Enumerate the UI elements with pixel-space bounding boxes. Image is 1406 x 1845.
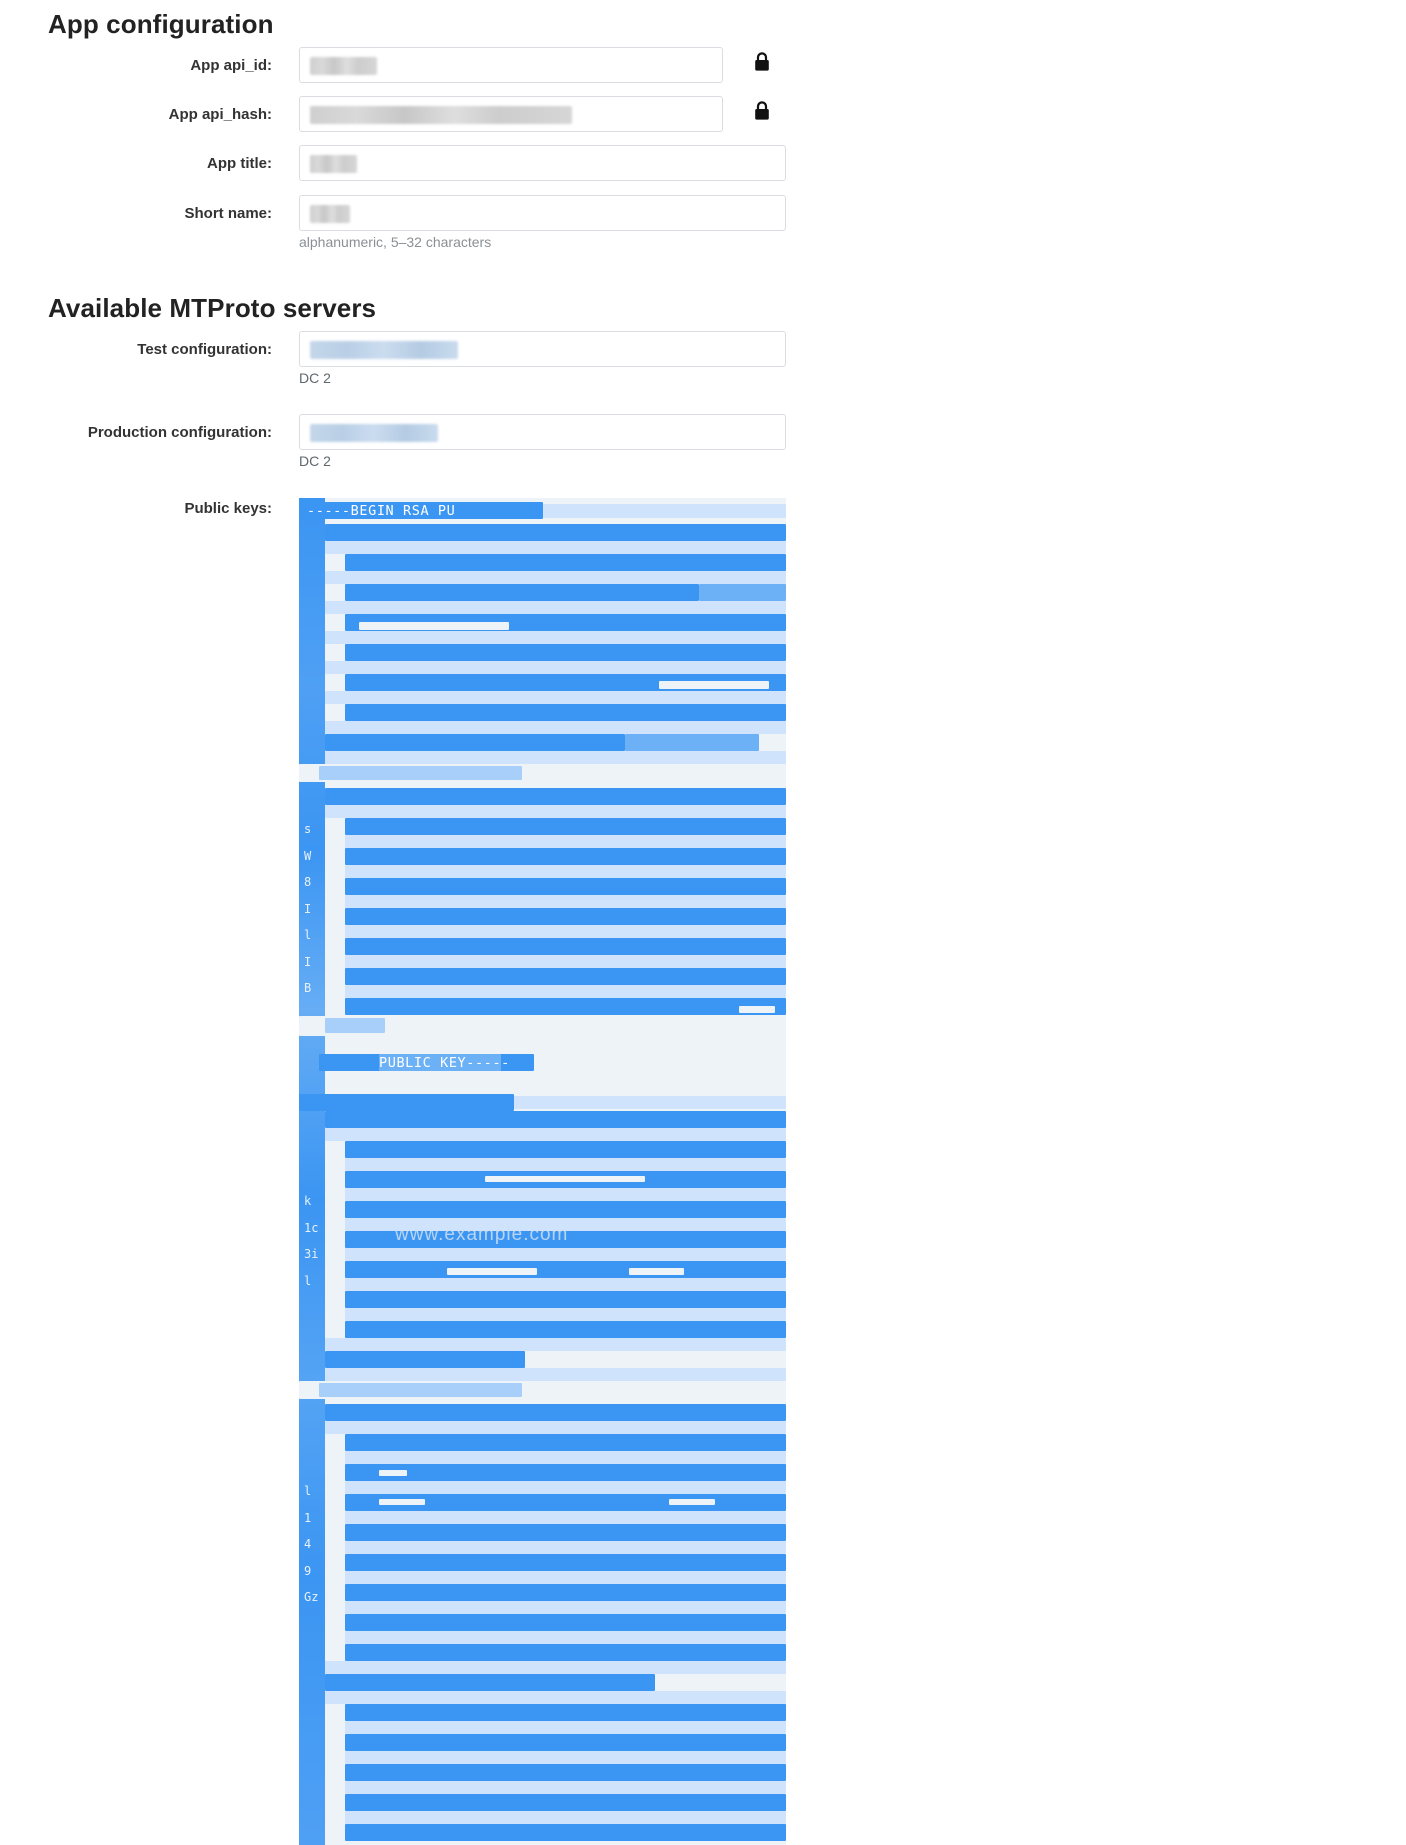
public-keys-line [325, 1018, 385, 1033]
public-keys-line [345, 1734, 786, 1751]
public-keys-line [345, 584, 699, 601]
public-keys-line [345, 848, 786, 865]
public-keys-line [345, 1524, 786, 1541]
public-keys-begin-marker: -----BEGIN RSA PU [307, 503, 456, 519]
public-keys-line [739, 1006, 775, 1013]
public-keys-line [669, 1499, 715, 1505]
public-keys-line [345, 1481, 786, 1494]
public-keys-line [345, 1824, 786, 1841]
public-keys-line [345, 1751, 786, 1764]
public-keys-line [325, 1691, 786, 1704]
public-keys-line [345, 1781, 786, 1794]
public-keys-line [325, 601, 786, 614]
public-keys-line [345, 1141, 786, 1158]
public-keys-line [699, 584, 786, 601]
public-keys-line [345, 865, 786, 878]
redacted-value-app-api-id [310, 57, 377, 75]
page-title-app-configuration: App configuration [48, 9, 274, 39]
public-keys-line [325, 631, 786, 644]
public-keys-line [325, 524, 786, 541]
public-keys-line [325, 751, 786, 764]
public-keys-line [345, 1308, 786, 1321]
public-keys-line [345, 908, 786, 925]
label-app-api-id: App api_id: [190, 57, 272, 74]
public-keys-char-column-3: l 1 4 9 Gz [304, 1484, 319, 1604]
public-keys-line [345, 878, 786, 895]
public-keys-line [325, 541, 786, 554]
public-keys-line [345, 704, 786, 721]
redacted-value-production-configuration [310, 424, 438, 442]
public-keys-line [325, 734, 625, 751]
public-keys-line [543, 504, 786, 518]
public-keys-end-marker: PUBLIC KEY----- [379, 1055, 510, 1071]
field-row-app-api-hash [0, 96, 723, 132]
public-keys-line [659, 681, 769, 689]
public-keys-line [345, 1291, 786, 1308]
public-keys-line [345, 998, 786, 1015]
public-keys-line [345, 835, 786, 848]
field-row-app-title [0, 145, 786, 181]
public-keys-line [345, 1511, 786, 1524]
public-keys-line [345, 925, 786, 938]
redacted-value-short-name [310, 205, 350, 223]
public-keys-line [447, 1268, 537, 1275]
public-keys-line [345, 938, 786, 955]
public-keys-line [345, 1541, 786, 1554]
watermark-text: www.example.com [395, 1224, 569, 1245]
public-keys-line [345, 1571, 786, 1584]
field-row-app-api-id [0, 47, 723, 83]
public-keys-line [345, 1434, 786, 1451]
public-keys-line [325, 788, 786, 805]
public-keys-line [345, 1261, 786, 1278]
public-keys-line [325, 1351, 525, 1368]
public-keys-line [325, 1421, 786, 1434]
redacted-value-app-title [310, 155, 357, 173]
public-keys-line [345, 1584, 786, 1601]
public-keys-char-column-2: k 1c 3i l [304, 1194, 319, 1288]
label-app-title: App title: [207, 155, 272, 172]
public-keys-line [325, 721, 786, 734]
label-test-configuration: Test configuration: [137, 341, 272, 358]
public-keys-line [299, 1094, 514, 1111]
public-keys-line [325, 661, 786, 674]
public-keys-line [325, 1661, 786, 1674]
public-keys-line [485, 1176, 645, 1182]
public-keys-line [345, 1794, 786, 1811]
public-keys-line [345, 1158, 786, 1171]
public-keys-line [345, 1201, 786, 1218]
public-keys-line [345, 968, 786, 985]
input-test-configuration[interactable] [299, 331, 786, 367]
public-keys-line [345, 1721, 786, 1734]
public-keys-gutter [299, 498, 325, 1845]
public-keys-line [345, 1554, 786, 1571]
hint-production-configuration-dc: DC 2 [299, 453, 331, 469]
public-keys-line [379, 1499, 425, 1505]
redacted-value-app-api-hash [310, 106, 572, 124]
public-keys-line [325, 1674, 655, 1691]
lock-icon-app-api-hash [753, 101, 771, 121]
public-keys-line [325, 1128, 786, 1141]
public-keys-line [514, 1096, 786, 1109]
public-keys-line [319, 766, 522, 780]
page-title-mtproto-servers: Available MTProto servers [48, 293, 377, 323]
public-keys-char-column: s W 8 I l I B [304, 822, 312, 995]
public-keys-line [325, 1111, 786, 1128]
input-app-api-hash[interactable] [299, 96, 723, 132]
public-keys-line [359, 622, 509, 630]
public-keys-line [345, 1464, 786, 1481]
redacted-value-test-configuration [310, 341, 458, 359]
field-row-production-configuration [0, 414, 786, 450]
public-keys-line [379, 1470, 407, 1476]
field-row-test-configuration [0, 331, 786, 367]
public-keys-line [325, 1368, 786, 1381]
public-keys-line [345, 1601, 786, 1614]
input-app-api-id[interactable] [299, 47, 723, 83]
public-keys-line [345, 1321, 786, 1338]
label-short-name: Short name: [184, 205, 272, 222]
public-keys-line [345, 1764, 786, 1781]
public-keys-line [345, 1278, 786, 1291]
public-keys-line [325, 691, 786, 704]
input-production-configuration[interactable] [299, 414, 786, 450]
public-keys-line [325, 805, 786, 818]
public-keys-line [629, 1268, 684, 1275]
public-keys-line [319, 1383, 522, 1397]
public-keys-line [345, 818, 786, 835]
label-public-keys: Public keys: [184, 500, 272, 517]
public-keys-line [325, 571, 786, 584]
public-keys-line [345, 1704, 786, 1721]
public-keys-textarea[interactable] [299, 498, 786, 1845]
public-keys-line [345, 1188, 786, 1201]
hint-test-configuration-dc: DC 2 [299, 370, 331, 386]
field-row-short-name [0, 195, 786, 231]
lock-icon-app-api-id [753, 52, 771, 72]
public-keys-line [345, 1614, 786, 1631]
public-keys-line [345, 1451, 786, 1464]
public-keys-line [345, 644, 786, 661]
public-keys-line [345, 985, 786, 998]
public-keys-line [325, 1404, 786, 1421]
public-keys-line [345, 1248, 786, 1261]
public-keys-line [345, 1644, 786, 1661]
public-keys-line [325, 1338, 786, 1351]
public-keys-line [345, 554, 786, 571]
hint-short-name: alphanumeric, 5–32 characters [299, 234, 492, 250]
input-app-title[interactable] [299, 145, 786, 181]
label-production-configuration: Production configuration: [87, 424, 272, 441]
public-keys-line [345, 895, 786, 908]
public-keys-line [345, 1631, 786, 1644]
public-keys-line [345, 955, 786, 968]
label-app-api-hash: App api_hash: [168, 106, 272, 123]
public-keys-line [625, 734, 759, 751]
public-keys-line [345, 1811, 786, 1824]
input-short-name[interactable] [299, 195, 786, 231]
